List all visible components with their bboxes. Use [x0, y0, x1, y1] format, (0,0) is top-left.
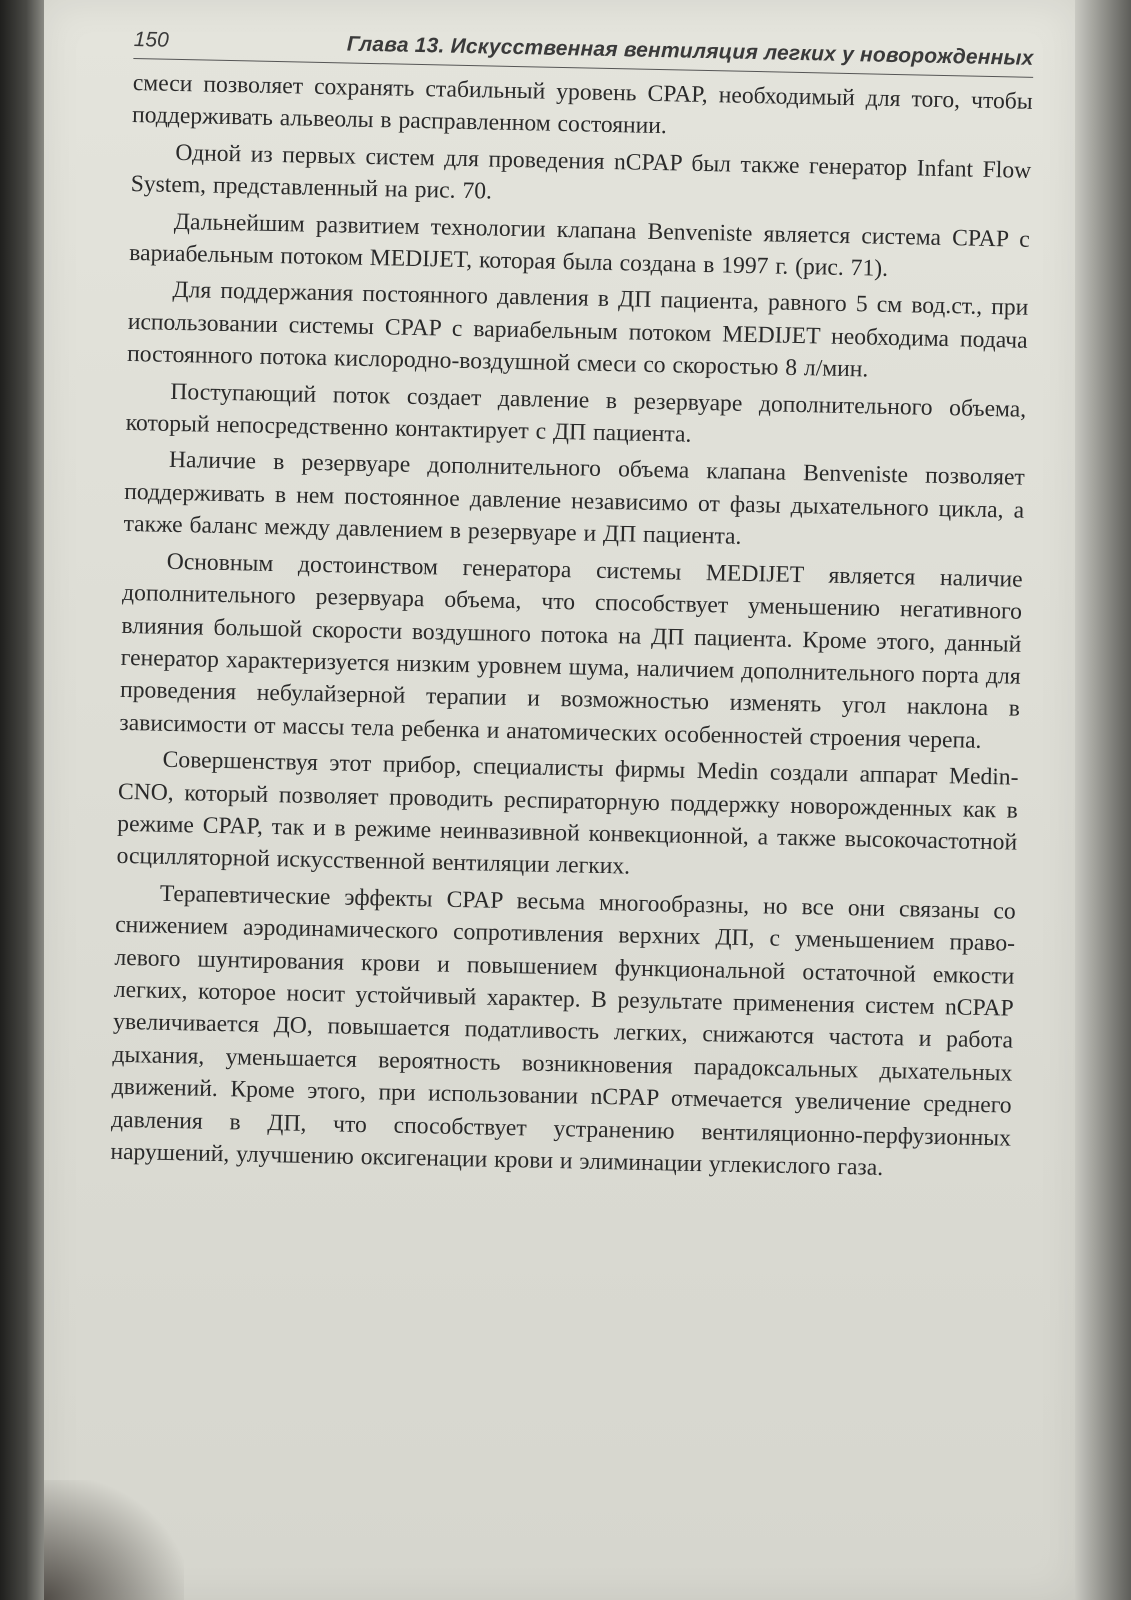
paragraph-8: Совершенствуя этот прибор, специалисты фирмы Medin создали аппарат Medin-CNO, который позволяет проводить респираторную поддержку новорожденных как в режиме CPAP, так и в режиме неинвазивной конвекционной, а также высокочастотной осцилляторной искусственной вентиляции легких.: [116, 746, 1019, 880]
finger-shadow: [44, 1480, 184, 1600]
book-binding-shadow: [0, 0, 44, 1600]
paragraph-4: Для поддержания постоянного давления в ДП пациента, равного 5 см вод.ст., при использовании системы CPAP с вариабельным потоком MEDIJET необходима подача постоянного потока кислородно-воздушной смеси со скоростью 8 л/мин.: [126, 277, 1029, 383]
paragraph-3: Дальнейшим развитием технологии клапана Benveniste является система CPAP с вариабельным потоком MEDIJET, которая была создана в 1997 г. (рис. 71).: [129, 208, 1031, 282]
book-page: [44, 0, 1075, 1600]
page-content: [110, 28, 1034, 1191]
paragraph-6: Наличие в резервуаре дополнительного объема клапана Benveniste позволяет поддерживать в нем постоянное давление независимо от фазы дыхательного цикла, а также баланс между давлением в резервуаре и ДП пациента.: [123, 447, 1026, 551]
paragraph-5: Поступающий поток создает давление в резервуаре дополнительного объема, который непосредственно контактирует с ДП пациента.: [125, 378, 1027, 448]
page-number: 150: [133, 28, 170, 52]
paragraph-9: Терапевтические эффекты CPAP весьма многообразны, но все они связаны со снижением аэродинамического сопротивления верхних ДП, с уменьшением право-левого шунтирования крови и повышением функциональной остаточной емкости легких, которое носит устойчивый характер. В результате применения систем nCPAP увеличивается ДО, повышается податливость легких, снижаются частота и работа дыхания, уменьшается вероятность возникновения парадоксальных дыхательных движений. Кроме этого, при использовании nCPAP отмечается увеличение среднего давления в ДП, что способствует устранению вентиляционно-перфузионных нарушений, улучшению оксигенации крови и элиминации углекислого газа.: [110, 880, 1016, 1181]
chapter-title: Глава 13. Искусственная вентиляция легких у новорожденных: [346, 32, 1034, 70]
paragraph-2: Одной из первых систем для проведения nCPAP был также генератор Infant Flow System, представленный на рис. 70.: [130, 139, 1032, 205]
paragraph-7: Основным достоинством генератора системы MEDIJET является наличие дополнительного резервуара объема, что способствует уменьшению негативного влияния большой скорости воздушного потока на ДП пациента. Кроме этого, данный генератор характеризуется низким уровнем шума, наличием дополнительного порта для проведения небулайзерной терапии и возможностью изменять угол наклона в зависимости от массы тела ребенка и анатомических особенностей строения черепа.: [119, 548, 1023, 754]
background-edge: [1075, 0, 1131, 1600]
paragraph-1: смеси позволяет сохранять стабильный уровень CPAP, необходимый для того, чтобы поддерживать альвеолы в расправленном состоянии.: [131, 69, 1033, 140]
